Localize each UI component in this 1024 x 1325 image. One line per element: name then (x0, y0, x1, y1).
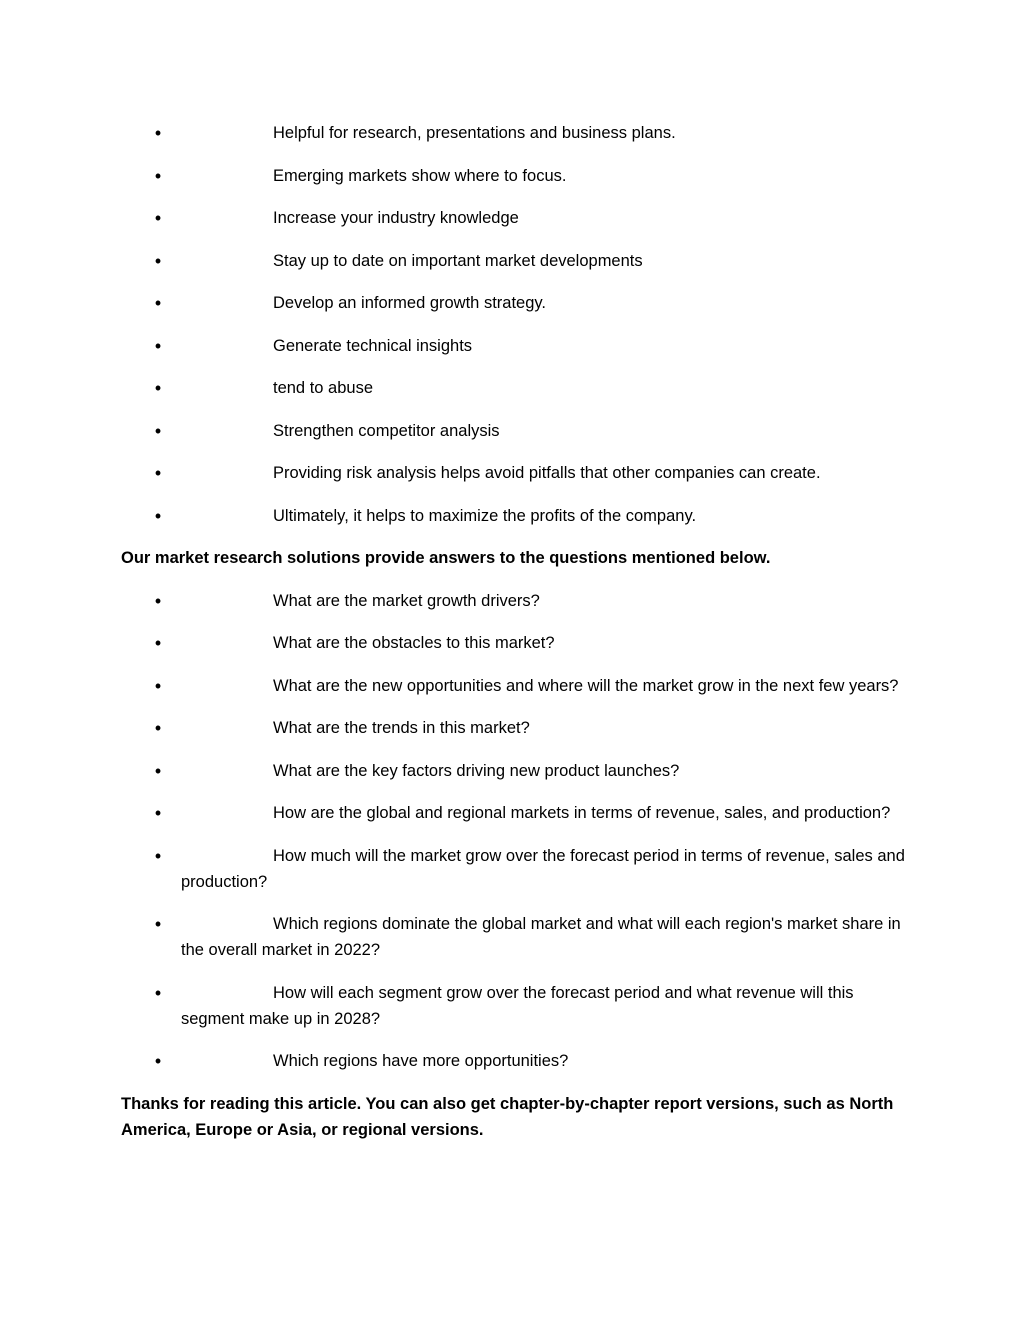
list-item (121, 375, 914, 401)
list-item (121, 290, 914, 316)
bullet-icon: • (154, 123, 162, 143)
list-item (121, 248, 914, 274)
list-item (121, 800, 914, 826)
bullet-icon: • (154, 463, 162, 483)
bullet-icon: • (154, 165, 162, 186)
list-item-text: How much will the market grow over the forecast period in terms of revenue, sales and production? (181, 846, 905, 891)
list-item (121, 1048, 914, 1074)
list-item (121, 980, 914, 1032)
list-item-text: Generate technical insights (273, 336, 473, 355)
list-item-text: Which regions have more opportunities? (273, 1052, 569, 1070)
list-item-text: How are the global and regional markets in terms of revenue, sales, and production? (273, 804, 891, 822)
list-item-text: Providing risk analysis helps avoid pitfalls that other companies can create. (273, 464, 821, 482)
list-item-text: Emerging markets show where to focus. (273, 166, 567, 185)
list-item (121, 333, 914, 359)
bullet-icon: • (154, 718, 162, 738)
list-item (121, 503, 914, 529)
list-item-text: What are the trends in this market? (273, 719, 530, 737)
bullet-icon: • (154, 803, 162, 823)
bullet-icon: • (154, 633, 162, 653)
questions-heading: Our market research solutions provide answers to the questions mentioned below. (121, 549, 771, 567)
bullet-icon: • (154, 914, 162, 934)
list-item-text: What are the new opportunities and where will the market grow in the next few years? (273, 676, 899, 695)
list-item-text: Increase your industry knowledge (273, 209, 519, 227)
closing-paragraph: Thanks for reading this article. You can also get chapter-by-chapter report versions, such as North America, Europe or Asia, or regional versions. (121, 1094, 894, 1139)
bullet-icon: • (154, 982, 162, 1003)
list-item-text: Develop an informed growth strategy. (273, 294, 546, 312)
bullet-icon: • (154, 293, 162, 313)
bullet-icon: • (154, 1051, 162, 1071)
list-item-text: Strengthen competitor analysis (273, 421, 500, 440)
list-item (121, 673, 914, 699)
bullet-icon: • (154, 420, 162, 441)
list-item (121, 418, 914, 444)
bullet-icon: • (154, 760, 162, 781)
list-item-text: Helpful for research, presentations and business plans. (273, 124, 676, 142)
list-item (121, 120, 914, 146)
bullet-icon: • (154, 845, 162, 866)
list-item (121, 588, 914, 614)
list-item-text: What are the obstacles to this market? (273, 634, 555, 652)
list-item-text: Which regions dominate the global market and what will each region's market share in the overall market in 2022? (181, 915, 901, 959)
bullet-icon: • (154, 378, 162, 398)
list-item-text: What are the key factors driving new product launches? (273, 761, 680, 780)
questions-list (121, 588, 914, 1075)
list-item-text: How will each segment grow over the forecast period and what revenue will this segment make up in 2028? (181, 983, 854, 1028)
list-item (121, 715, 914, 741)
list-item-text: What are the market growth drivers? (273, 591, 540, 610)
list-item-text: Ultimately, it helps to maximize the profits of the company. (273, 506, 697, 525)
bullet-icon: • (154, 675, 162, 696)
list-item (121, 205, 914, 231)
bullet-icon: • (154, 590, 162, 611)
benefits-list (121, 120, 914, 529)
list-item (121, 843, 914, 895)
bullet-icon: • (154, 250, 162, 271)
list-item (121, 758, 914, 784)
list-item (121, 163, 914, 189)
bullet-icon: • (154, 335, 162, 356)
list-item (121, 630, 914, 656)
bullet-icon: • (154, 505, 162, 526)
list-item (121, 460, 914, 486)
bullet-icon: • (154, 208, 162, 228)
list-item (121, 911, 914, 963)
list-item-text: tend to abuse (273, 379, 373, 397)
list-item-text: Stay up to date on important market developments (273, 251, 643, 270)
